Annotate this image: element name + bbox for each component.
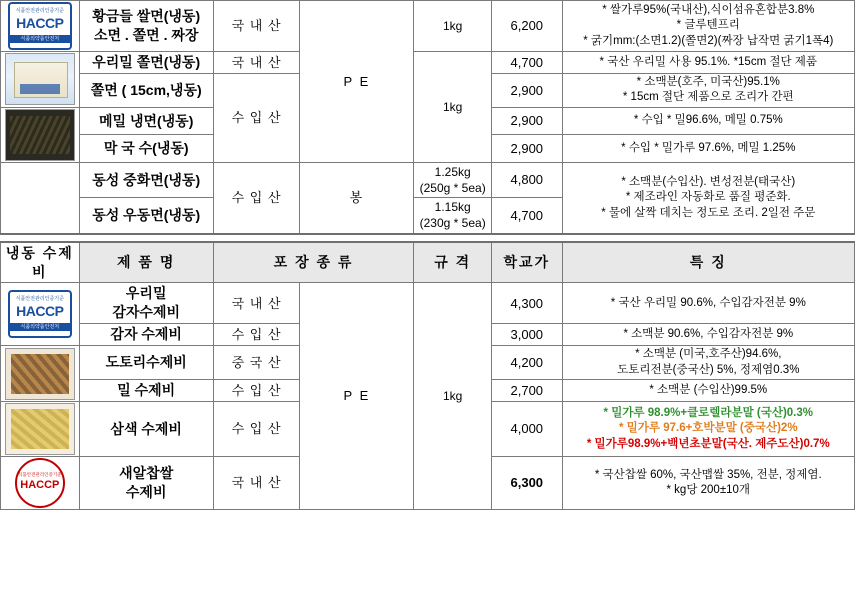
haccp-top-label: 식품안전관리인증기준 xyxy=(15,8,64,15)
product-origin: 수 입 산 xyxy=(213,380,300,402)
product-features: * 소맥분 90.6%, 수입감자전분 9% xyxy=(562,324,854,346)
haccp-top-label: 식품안전관리인증기준 xyxy=(15,296,64,303)
product-features: * 국산 우리밀 사용 95.1%. *15cm 절단 제품 xyxy=(562,52,854,74)
product-spec: 1.25kg (250g * 5ea) xyxy=(414,162,492,197)
product-origin: 중 국 산 xyxy=(213,346,300,380)
product-name: 도토리수제비 xyxy=(79,346,213,380)
product-name: 삼색 수제비 xyxy=(79,402,213,457)
product-name: 우리밀 쫄면(냉동) xyxy=(79,52,213,74)
haccp-mid-label: HACCP xyxy=(20,479,60,492)
product-spec: 1kg xyxy=(414,283,492,510)
rice-noodle-photo xyxy=(5,53,75,105)
product-origin: 수 입 산 xyxy=(213,402,300,457)
haccp-bar-label: 식품의약품안전처 xyxy=(10,323,70,331)
product-price: 2,700 xyxy=(491,380,562,402)
product-image-cell xyxy=(1,107,80,162)
product-price: 4,800 xyxy=(491,162,562,197)
product-features: * 국산찹쌀 60%, 국산맵쌀 35%, 전분, 정제염. * kg당 200±10개 xyxy=(562,457,854,510)
column-header-package: 포 장 종 류 xyxy=(213,242,414,283)
haccp-top-label: 식품안전관리인증기준 xyxy=(18,472,62,478)
product-name: 동성 중화면(냉동) xyxy=(79,162,213,197)
product-price: 6,200 xyxy=(491,1,562,52)
product-price: 4,200 xyxy=(491,346,562,380)
buckwheat-noodle-photo xyxy=(5,109,75,161)
product-features: * 수입 * 밀96.6%, 메밀 0.75% xyxy=(562,107,854,135)
product-name: 감자 수제비 xyxy=(79,324,213,346)
product-name: 우리밀 감자수제비 xyxy=(79,283,213,324)
product-origin: 국 내 산 xyxy=(213,283,300,324)
product-origin: 국 내 산 xyxy=(213,52,300,74)
column-header-price: 학교가 xyxy=(491,242,562,283)
table-header-row xyxy=(1,242,855,283)
product-features: * 밀가루 98.9%+클로렐라분말 (국산)0.3% * 밀가루 97.6+호박분말 (중국산)2% * 밀가루98.9%+백년초분말(국산. 제주도산)0.7% xyxy=(562,402,854,457)
product-image-cell xyxy=(1,52,80,108)
product-name: 막 국 수(냉동) xyxy=(79,135,213,163)
product-origin: 국 내 산 xyxy=(213,1,300,52)
product-image-cell xyxy=(1,1,80,52)
product-price: 2,900 xyxy=(491,107,562,135)
acorn-flake-photo xyxy=(5,348,75,400)
product-features: * 수입 * 밀가루 97.6%, 메밀 1.25% xyxy=(562,135,854,163)
product-price: 2,900 xyxy=(491,73,562,107)
product-price: 4,300 xyxy=(491,283,562,324)
product-price: 4,700 xyxy=(491,52,562,74)
haccp-icon xyxy=(8,2,72,50)
product-name: 밀 수제비 xyxy=(79,380,213,402)
haccp-bar-label: 식품의약품안전처 xyxy=(10,35,70,43)
haccp-round-icon xyxy=(15,458,65,508)
product-name: 새알찹쌀 수제비 xyxy=(79,457,213,510)
product-price: 3,000 xyxy=(491,324,562,346)
product-price: 6,300 xyxy=(491,457,562,510)
section-title: 냉동 수제비 xyxy=(1,242,80,283)
product-spec: 1kg xyxy=(414,52,492,163)
table-row xyxy=(1,1,855,52)
product-package: 봉 xyxy=(300,162,414,233)
product-features: * 소맥분 (미국,호주산)94.6%, 도토리전분(중국산) 5%, 정제염0.3% xyxy=(562,346,854,380)
haccp-mid-label: HACCP xyxy=(16,303,64,320)
product-features: * 소맥분(수입산). 변성전분(태국산) * 제조라인 자동화로 품질 평준화. * 물에 살짝 데치는 정도로 조리. 2일전 주문 xyxy=(562,162,854,233)
product-image-cell xyxy=(1,283,80,346)
column-header-name: 제 품 명 xyxy=(79,242,213,283)
table-row xyxy=(1,52,855,74)
tricolor-flake-photo xyxy=(5,403,75,455)
product-price: 4,000 xyxy=(491,402,562,457)
column-header-feature: 특 징 xyxy=(562,242,854,283)
product-package: P E xyxy=(300,283,414,510)
product-name: 황금들 쌀면(냉동) 소면 . 쫄면 . 짜장 xyxy=(79,1,213,52)
product-image-cell xyxy=(1,402,80,457)
product-spec: 1kg xyxy=(414,1,492,52)
table-row xyxy=(1,162,855,197)
product-image-cell xyxy=(1,162,80,233)
product-origin: 수 입 산 xyxy=(213,324,300,346)
product-origin: 수 입 산 xyxy=(213,162,300,233)
product-origin: 국 내 산 xyxy=(213,457,300,510)
haccp-mid-label: HACCP xyxy=(16,15,64,32)
product-image-cell xyxy=(1,346,80,402)
table-row xyxy=(1,283,855,324)
column-header-spec: 규 격 xyxy=(414,242,492,283)
product-name: 동성 우동면(냉동) xyxy=(79,198,213,234)
haccp-icon xyxy=(8,290,72,338)
section-divider xyxy=(1,234,855,242)
product-name: 메밀 냉면(냉동) xyxy=(79,107,213,135)
product-features: * 소맥분 (수입산)99.5% xyxy=(562,380,854,402)
product-image-cell xyxy=(1,457,80,510)
product-features: * 국산 우리밀 90.6%, 수입감자전분 9% xyxy=(562,283,854,324)
product-features: * 소맥분(호주, 미국산)95.1% * 15cm 절단 제품으로 조리가 간편 xyxy=(562,73,854,107)
product-package: P E xyxy=(300,1,414,163)
product-features: * 쌀가루95%(국내산),식이섬유혼합분3.8% * 글루텐프리 * 굵기mm:(소면1.2)(쫄면2)(짜장 납작면 굵기1폭4) xyxy=(562,1,854,52)
product-origin: 수 입 산 xyxy=(213,73,300,162)
product-price: 2,900 xyxy=(491,135,562,163)
product-spec: 1.15kg (230g * 5ea) xyxy=(414,198,492,234)
product-name: 쫄면 ( 15cm,냉동) xyxy=(79,73,213,107)
product-price: 4,700 xyxy=(491,198,562,234)
